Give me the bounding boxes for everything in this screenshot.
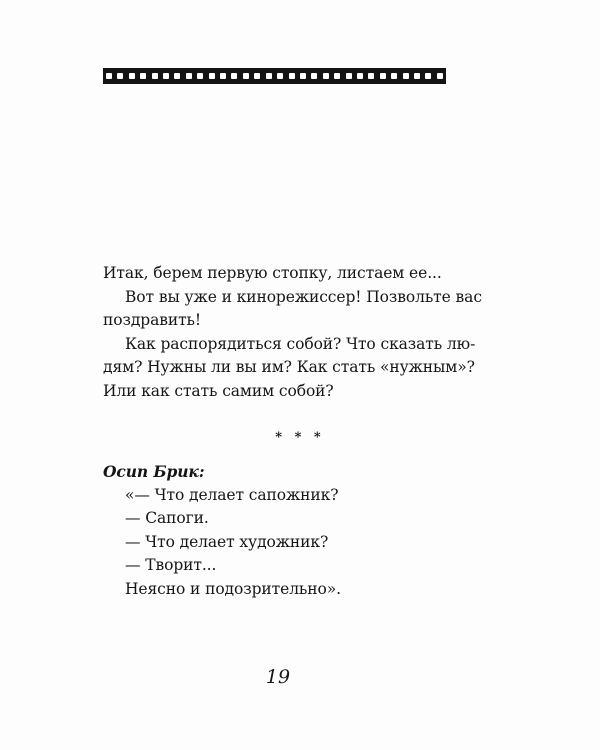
film-perforation — [334, 73, 340, 79]
text-line: дям? Нужны ли вы им? Как стать «нужным»? — [103, 358, 475, 376]
section-separator: * * * — [275, 430, 325, 445]
film-strip-perforations — [106, 73, 443, 79]
film-perforation — [186, 73, 192, 79]
film-perforation — [300, 73, 306, 79]
film-perforation — [289, 73, 295, 79]
film-perforation — [437, 73, 443, 79]
film-strip-divider — [103, 68, 446, 84]
text-line: Итак, берем первую стопку, листаем ее... — [103, 264, 442, 282]
film-perforation — [254, 73, 260, 79]
film-perforation — [277, 73, 283, 79]
film-perforation — [231, 73, 237, 79]
film-perforation — [152, 73, 158, 79]
film-perforation — [403, 73, 409, 79]
film-perforation — [220, 73, 226, 79]
film-perforation — [425, 73, 431, 79]
film-perforation — [174, 73, 180, 79]
film-perforation — [323, 73, 329, 79]
quote-line: — Сапоги. — [125, 509, 209, 527]
quote-line: — Что делает художник? — [125, 532, 329, 551]
film-perforation — [163, 73, 169, 79]
film-perforation — [106, 73, 112, 79]
film-perforation — [209, 73, 215, 79]
film-perforation — [140, 73, 146, 79]
film-perforation — [391, 73, 397, 79]
film-perforation — [266, 73, 272, 79]
film-perforation — [357, 73, 363, 79]
film-perforation — [197, 73, 203, 79]
text-line: Как распорядиться собой? Что сказать лю- — [125, 334, 476, 353]
film-perforation — [414, 73, 420, 79]
main-paragraph — [103, 262, 482, 403]
film-perforation — [380, 73, 386, 79]
quote-block — [103, 460, 448, 601]
film-perforation — [311, 73, 317, 79]
quote-line: Неясно и подозрительно». — [125, 579, 341, 598]
quote-line: «— Что делает сапожник? — [125, 485, 339, 504]
text-line: поздравить! — [103, 311, 202, 329]
page-number: 19 — [265, 666, 291, 688]
quote-author: Осип Брик: — [103, 462, 205, 481]
film-perforation — [243, 73, 249, 79]
film-perforation — [346, 73, 352, 79]
text-line: Или как стать самим собой? — [103, 381, 334, 400]
film-perforation — [368, 73, 374, 79]
film-perforation — [129, 73, 135, 79]
text-line: Вот вы уже и кинорежиссер! Позвольте вас — [125, 287, 482, 306]
quote-line: — Творит... — [125, 556, 217, 574]
film-perforation — [117, 73, 123, 79]
